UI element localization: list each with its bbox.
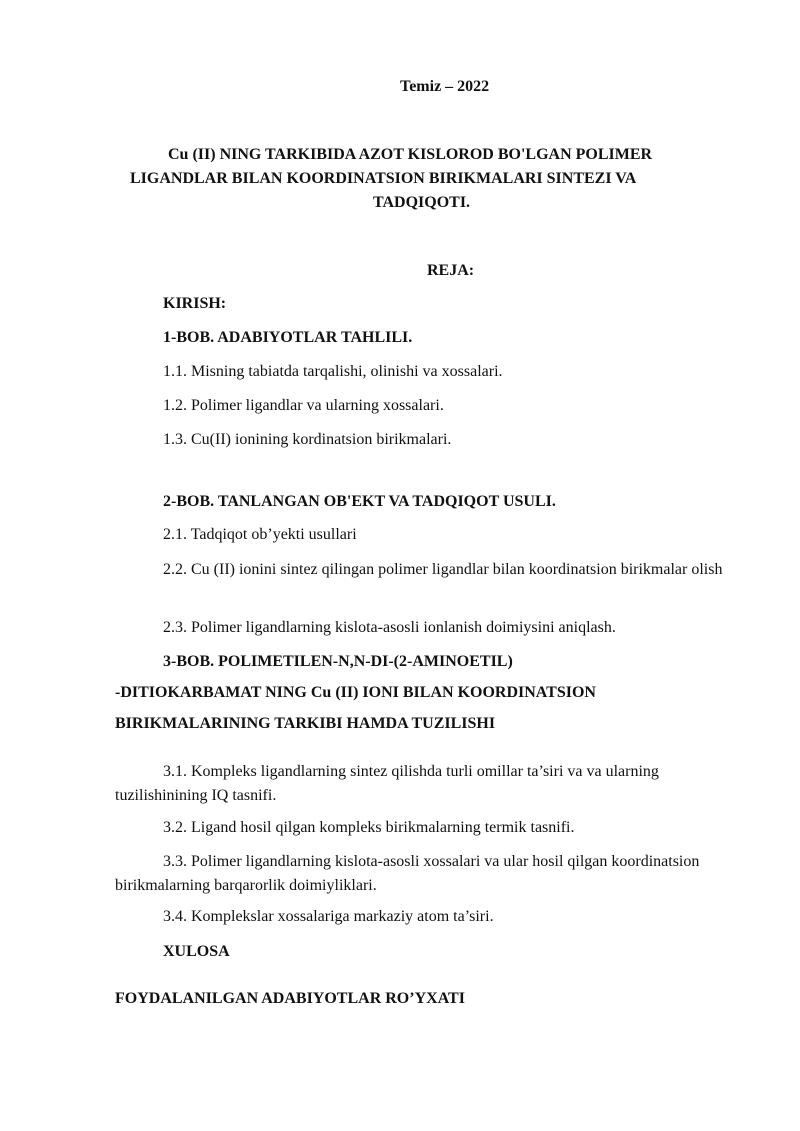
chapter-1-title: 1-BOB. ADABIYOTLAR TAHLILI. (163, 329, 413, 346)
title-line-3: TADQIQOTI. (373, 194, 471, 211)
section-1-3: 1.3. Cu(II) ionining kordinatsion birikmalari. (163, 431, 452, 448)
title-line-1: Cu (II) NING TARKIBIDA AZOT KISLOROD BO'LGAN POLIMER (168, 146, 653, 163)
section-1-1: 1.1. Misning tabiatda tarqalishi, olinishi va xossalari. (163, 363, 503, 380)
title-line-2: LIGANDLAR BILAN KOORDINATSION BIRIKMALARI SINTEZI VA (130, 170, 637, 187)
section-3-4: 3.4. Komplekslar xossalariga markaziy atom ta’siri. (163, 908, 494, 925)
section-3-2: 3.2. Ligand hosil qilgan kompleks birikmalarning termik tasnifi. (163, 819, 575, 836)
chapter-3-title-line-3: BIRIKMALARINING TARKIBI HAMDA TUZILISHI (115, 715, 496, 732)
section-2-3: 2.3. Polimer ligandlarning kislota-asosli ionlanish doimiysini aniqlash. (163, 619, 616, 636)
chapter-2-title: 2-BOB. TANLANGAN OB'EKT VA TADQIQOT USULI. (163, 493, 556, 510)
intro-heading: KIRISH: (163, 295, 227, 312)
chapter-3-title-line-2: -DITIOKARBAMAT NING Cu (II) IONI BILAN KOORDINATSION (115, 684, 596, 701)
section-2-2: 2.2. Cu (II) ionini sintez qilingan polimer ligandlar bilan koordinatsion birikmalar olish (163, 561, 723, 578)
references-heading: FOYDALANILGAN ADABIYOTLAR RO’YXATI (115, 990, 465, 1007)
plan-heading: REJA: (427, 262, 475, 279)
conclusion-heading: XULOSA (163, 943, 230, 960)
section-1-2: 1.2. Polimer ligandlar va ularning xossalari. (163, 397, 444, 414)
section-2-1: 2.1. Tadqiqot ob’yekti usullari (163, 526, 357, 543)
chapter-3-title-line-1: 3-BOB. POLIMETILEN-N,N-DI-(2-AMINOETIL) (163, 653, 513, 670)
place-year: Temiz – 2022 (400, 78, 490, 95)
section-3-3: 3.3. Polimer ligandlarning kislota-asosli xossalari va ular hosil qilgan koordinatsion birikmalarning barqarorlik doimiyliklari. (115, 853, 700, 894)
section-3-1: 3.1. Kompleks ligandlarning sintez qilishda turli omillar ta’siri va va ularning tuzilishinining IQ tasnifi. (115, 763, 659, 804)
